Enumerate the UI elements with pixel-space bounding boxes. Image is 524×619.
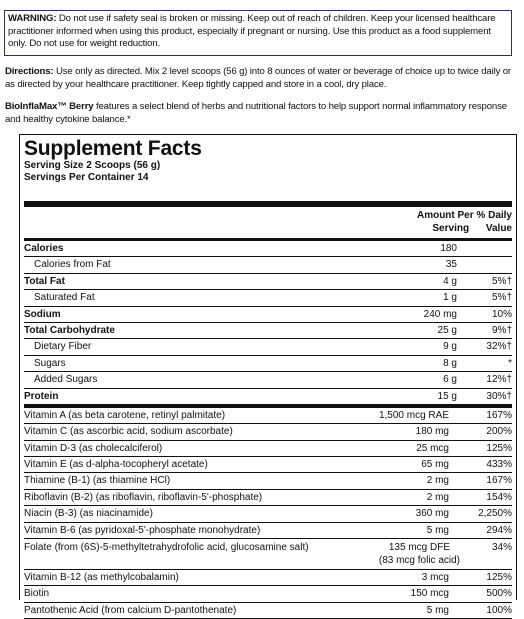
nutrient-label: Calories xyxy=(24,243,64,254)
nutrient-dv: 9%† xyxy=(491,324,512,336)
nutrient-label: Saturated Fat xyxy=(34,292,95,304)
warning-label: WARNING: xyxy=(8,13,57,24)
nutrient-label: Sodium xyxy=(24,308,61,320)
vitamin-row-riboflavin xyxy=(24,490,512,506)
nutrient-row-sodium xyxy=(24,307,512,323)
folate-amount-folic: (83 mcg folic acid) xyxy=(378,555,460,567)
warning-box xyxy=(4,10,512,56)
nutrient-amount: 15 g xyxy=(437,390,457,402)
nutrient-label: Protein xyxy=(24,390,59,402)
vitamin-row-e xyxy=(24,457,512,473)
nutrient-amount: 25 g xyxy=(437,324,457,336)
nutrient-dv: 5%† xyxy=(491,292,512,304)
header-value: Value xyxy=(485,223,512,234)
directions-label: Directions: xyxy=(5,66,54,77)
vitamin-row-a xyxy=(24,408,512,424)
header-serving: Serving xyxy=(432,223,470,234)
nutrient-row-added-sugars xyxy=(24,372,512,388)
nutrient-dv: 5%† xyxy=(491,275,512,287)
vitamin-amount: 150 mcg xyxy=(410,588,449,600)
vitamin-dv: 2,250% xyxy=(478,508,512,520)
vitamin-label: Vitamin E (as d-alpha-tocopheryl acetate) xyxy=(24,459,208,471)
directions-text-block xyxy=(5,65,515,91)
directions-text: Use only as directed. Mix 2 level scoops (56 g) into 8 ounces of water or beverage of choice up to twice daily or as directed by your healthcare practitioner. Keep tightly capped and store in a cool, dry place. xyxy=(5,66,511,90)
nutrient-row-protein xyxy=(24,389,512,404)
vitamin-amount: 360 mg xyxy=(415,508,449,520)
nutrient-amount: 180 xyxy=(440,243,457,254)
serving-size: Serving Size 2 Scoops (56 g) xyxy=(24,160,161,171)
column-header xyxy=(24,207,512,238)
nutrient-amount: 1 g xyxy=(443,292,457,304)
vitamin-amount: 25 mcg xyxy=(416,442,449,454)
nutrient-label: Total Fat xyxy=(24,275,65,287)
vitamin-dv: 100% xyxy=(486,604,512,616)
nutrient-dv: * xyxy=(508,357,512,369)
blend-description xyxy=(5,100,517,126)
nutrient-label: Added Sugars xyxy=(34,374,98,386)
warning-text: Do not use if safety seal is broken or missing. Keep out of reach of children. Keep your licensed healthcare practitioner informed when using this product, especially if pregnant or nursing. Use this product as a food supplement only. Do not use for weight reduction. xyxy=(8,13,496,50)
vitamin-label: Vitamin D-3 (as cholecalciferol) xyxy=(24,442,163,454)
vitamin-amount: 180 mg xyxy=(415,426,449,438)
vitamin-label: Folate (from (6S)-5-methyltetrahydrofolic acid, glucosamine salt) xyxy=(24,542,309,554)
vitamin-amount: 5 mg xyxy=(426,604,449,616)
vitamin-label: Pantothenic Acid (from calcium D-pantothenate) xyxy=(24,604,237,616)
vitamin-dv: 167% xyxy=(486,409,512,421)
nutrient-amount: 240 mg xyxy=(423,308,457,320)
vitamin-dv: 294% xyxy=(486,524,512,536)
vitamin-row-b12 xyxy=(24,570,512,586)
nutrient-label: Dietary Fiber xyxy=(34,341,92,353)
vitamin-row-b6 xyxy=(24,523,512,539)
vitamin-row-pantothenic xyxy=(24,603,512,619)
facts-title: Supplement Facts xyxy=(24,137,202,160)
nutrient-dv: 10% xyxy=(491,308,512,320)
vitamin-amount: 3 mcg xyxy=(421,572,449,584)
nutrient-row-calories-from-fat xyxy=(24,257,512,273)
vitamin-label: Vitamin B-6 (as pyridoxal-5'-phosphate monohydrate) xyxy=(24,524,261,536)
vitamin-amount: 1,500 mcg RAE xyxy=(378,409,449,421)
vitamin-amount: 2 mg xyxy=(426,475,449,487)
vitamin-amount: 2 mg xyxy=(426,491,449,503)
vitamin-label: Vitamin B-12 (as methylcobalamin) xyxy=(24,572,179,584)
supplement-facts-panel xyxy=(19,134,517,616)
vitamin-row-thiamine xyxy=(24,473,512,489)
vitamin-row-folate xyxy=(24,539,512,570)
header-line-1 xyxy=(402,210,512,222)
vitamin-dv: 167% xyxy=(486,475,512,487)
vitamin-dv: 125% xyxy=(486,442,512,454)
nutrient-dv: 12%† xyxy=(486,374,512,386)
vitamin-label: Vitamin A (as beta carotene, retinyl palmitate) xyxy=(24,409,226,421)
vitamin-amount xyxy=(379,541,460,567)
nutrient-amount: 6 g xyxy=(443,374,457,386)
vitamin-label: Thiamine (B-1) (as thiamine HCl) xyxy=(24,475,171,487)
blend-text: features a select blend of herbs and nutritional factors to help support normal inflammatory response and healthy cytokine balance.* xyxy=(5,101,507,125)
vitamin-label: Riboflavin (B-2) (as riboflavin, riboflavin-5'-phosphate) xyxy=(24,491,263,503)
vitamin-label: Niacin (B-3) (as niacinamide) xyxy=(24,508,153,520)
nutrient-amount: 9 g xyxy=(443,341,457,353)
vitamin-dv: 433% xyxy=(486,459,512,471)
vitamin-dv: 125% xyxy=(486,572,512,584)
nutrient-row-calories xyxy=(24,241,512,257)
nutrient-amount: 4 g xyxy=(443,275,457,287)
nutrient-dv: 32%† xyxy=(486,341,512,353)
vitamin-dv: 200% xyxy=(486,426,512,438)
nutrient-row-total-carbohydrate xyxy=(24,323,512,339)
nutrient-label: Sugars xyxy=(34,357,66,369)
nutrient-amount: 8 g xyxy=(443,357,457,369)
header-dv: % Daily xyxy=(476,210,512,221)
nutrient-dv: 30%† xyxy=(486,390,512,402)
nutrient-label: Total Carbohydrate xyxy=(24,324,115,336)
header-amount: Amount Per xyxy=(416,210,474,221)
vitamin-row-d3 xyxy=(24,441,512,457)
vitamin-label: Biotin xyxy=(24,588,50,600)
vitamin-row-biotin xyxy=(24,586,512,602)
servings-per-container: Servings Per Container 14 xyxy=(24,171,149,183)
vitamin-dv: 154% xyxy=(486,491,512,503)
vitamin-dv: 500% xyxy=(486,588,512,600)
header-line-2 xyxy=(402,223,512,235)
blend-name: BioInflaMax™ Berry xyxy=(5,101,94,112)
folate-amount-dfe: 135 mcg DFE xyxy=(388,542,450,554)
vitamin-amount: 5 mg xyxy=(426,524,449,536)
vitamin-amount: 65 mg xyxy=(421,459,449,471)
nutrient-row-saturated-fat xyxy=(24,290,512,306)
nutrient-row-total-fat xyxy=(24,274,512,290)
nutrient-row-dietary-fiber xyxy=(24,339,512,355)
nutrient-amount: 35 xyxy=(445,259,457,271)
vitamin-row-c xyxy=(24,424,512,440)
vitamin-label: Vitamin C (as ascorbic acid, sodium ascorbate) xyxy=(24,426,233,438)
vitamin-row-niacin xyxy=(24,506,512,522)
nutrient-row-sugars xyxy=(24,356,512,372)
nutrient-label: Calories from Fat xyxy=(34,259,111,271)
vitamin-dv: 34% xyxy=(491,542,512,554)
